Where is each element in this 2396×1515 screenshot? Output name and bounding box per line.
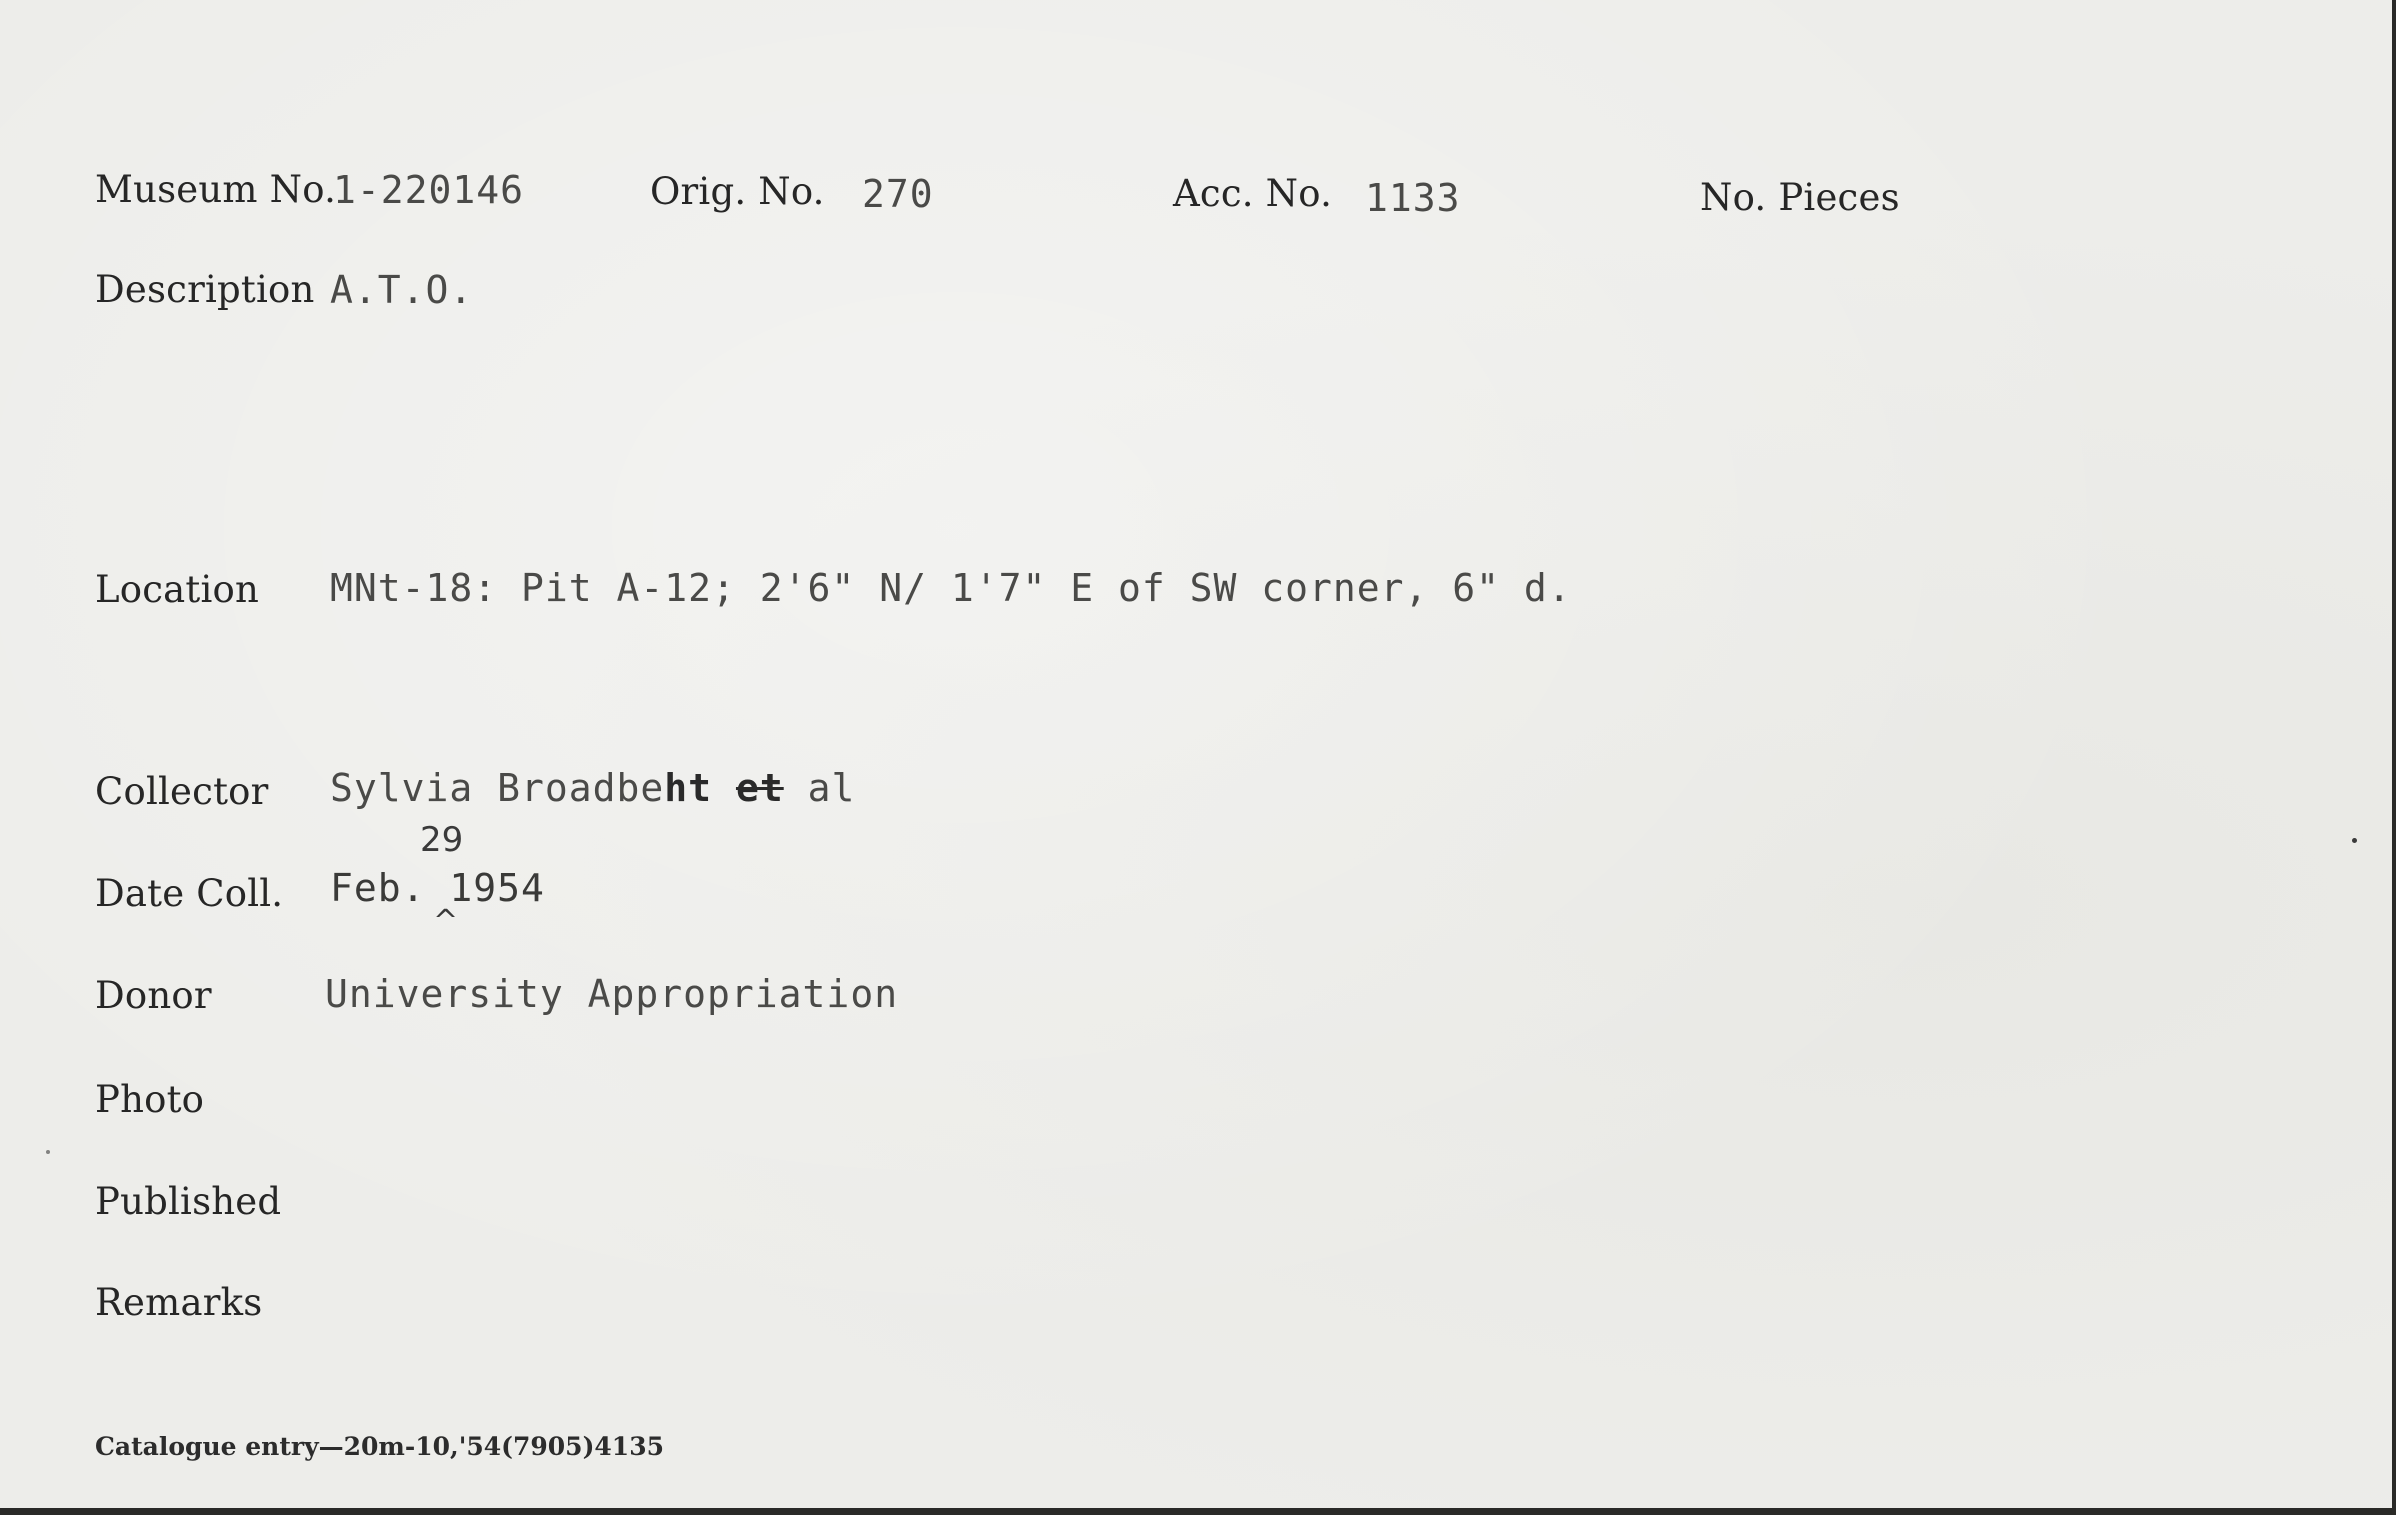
acc-no-label: Acc. No.: [1173, 172, 1333, 215]
collector-name: Sylvia Broadbe: [330, 766, 665, 810]
remarks-label: Remarks: [95, 1281, 263, 1324]
acc-no-value: 1133: [1365, 176, 1461, 220]
photo-label: Photo: [95, 1078, 205, 1121]
date-coll-value: Feb. 1954: [330, 866, 545, 910]
paper-speck: [46, 1150, 50, 1154]
collector-struck-out: et: [735, 766, 784, 810]
collector-et-al: al: [807, 766, 856, 810]
no-pieces-label: No. Pieces: [1700, 176, 1900, 219]
date-coll-label: Date Coll.: [95, 872, 284, 915]
description-label: Description: [95, 268, 315, 311]
orig-no-label: Orig. No.: [650, 170, 825, 213]
collector-value: [330, 766, 855, 810]
donor-value: University Appropriation: [325, 972, 899, 1016]
catalogue-footer: Catalogue entry—20m-10,'54(7905)4135: [95, 1432, 664, 1461]
orig-no-value: 270: [862, 172, 934, 216]
location-label: Location: [95, 568, 260, 611]
insertion-caret: ^: [433, 904, 459, 939]
donor-label: Donor: [95, 974, 212, 1017]
description-value: A.T.O.: [330, 268, 474, 312]
museum-no-value: 1-220146: [333, 168, 525, 212]
paper-speck: [2352, 838, 2357, 843]
museum-no-label: Museum No.: [95, 168, 337, 211]
collector-label: Collector: [95, 770, 269, 813]
collector-overstrike: ht: [664, 766, 713, 810]
published-label: Published: [95, 1180, 282, 1223]
location-value: MNt-18: Pit A-12; 2'6" N/ 1'7" E of SW corner, 6" d.: [330, 566, 1572, 610]
date-coll-insertion: 29: [420, 820, 464, 860]
